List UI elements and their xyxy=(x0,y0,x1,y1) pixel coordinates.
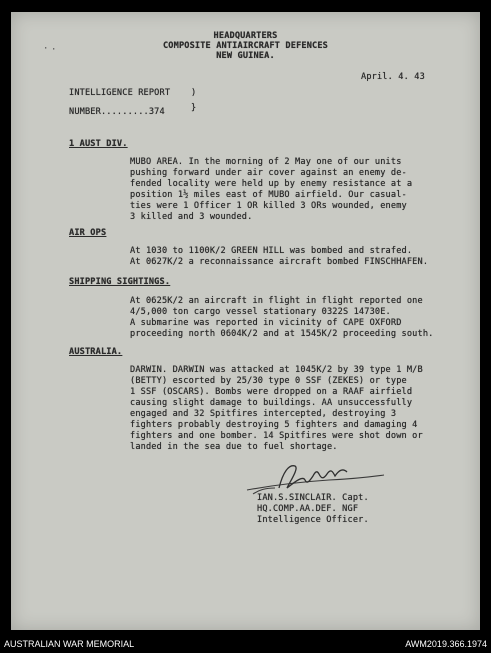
signatory-role: Intelligence Officer. xyxy=(257,515,369,525)
signatory-name: IAN.S.SINCLAIR. Capt. xyxy=(257,493,369,503)
section-heading: SHIPPING SIGHTINGS. xyxy=(69,277,171,287)
archive-name: AUSTRALIAN WAR MEMORIAL xyxy=(4,639,135,649)
section-line: engaged and 32 Spitfires intercepted, destroying 3 xyxy=(130,409,397,419)
document-page xyxy=(11,12,480,630)
header-line-1: HEADQUARTERS xyxy=(213,31,278,41)
section-line: fended locality were held up by enemy resistance at a xyxy=(130,179,413,189)
section-line: fighters and one bomber. 14 Spitfires were shot down or xyxy=(130,431,423,441)
paper-blemish: · xyxy=(51,45,57,55)
archive-reference: AWM2019.366.1974 xyxy=(405,639,487,649)
section-heading: 1 AUST DIV. xyxy=(69,139,128,149)
section-line: 1 SSF (OSCARS). Bombs were dropped on a RAAF airfield xyxy=(130,387,413,397)
paper-blemish: · xyxy=(43,44,49,54)
report-title: INTELLIGENCE REPORT xyxy=(69,88,171,98)
section-line: DARWIN. DARWIN was attacked at 1045K/2 by 39 type 1 M/B xyxy=(130,365,423,375)
section-line: 4/5,000 ton cargo vessel stationary 0322S 14730E. xyxy=(130,307,391,317)
section-line: At 1030 to 1100K/2 GREEN HILL was bombed and strafed. xyxy=(130,246,413,256)
section-line: 3 killed and 3 wounded. xyxy=(130,212,253,222)
section-heading: AIR OPS xyxy=(69,228,107,238)
section-line: A submarine was reported in vicinity of CAPE OXFORD xyxy=(130,318,402,328)
section-line: (BETTY) escorted by 25/30 type 0 SSF (ZEKES) or type xyxy=(130,376,407,386)
section-line: position 1½ miles east of MUBO airfield. Our casual- xyxy=(130,190,407,200)
bracket-mark: ) xyxy=(191,88,197,98)
section-line: fighters probably destroying 5 fighters and damaging 4 xyxy=(130,420,418,430)
header-line-2: COMPOSITE ANTIAIRCRAFT DEFENCES xyxy=(162,41,329,51)
section-line: landed in the sea due to fuel shortage. xyxy=(130,442,338,452)
section-line: At 0625K/2 an aircraft in flight in flight reported one xyxy=(130,296,423,306)
signatory-unit: HQ.COMP.AA.DEF. NGF xyxy=(257,504,359,514)
section-line: At 0627K/2 a reconnaissance aircraft bombed FINSCHHAFEN. xyxy=(130,257,429,267)
section-line: ties were 1 Officer 1 OR killed 3 ORs wounded, enemy xyxy=(130,201,407,211)
section-heading: AUSTRALIA. xyxy=(69,347,123,357)
archive-caption-bar xyxy=(0,636,491,653)
report-number: NUMBER.........374 xyxy=(69,107,165,117)
header-line-3: NEW GUINEA. xyxy=(216,51,275,61)
section-line: causing slight damage to buildings. AA unsuccessfully xyxy=(130,398,413,408)
bracket-mark: } xyxy=(191,103,197,113)
section-line: MUBO AREA. In the morning of 2 May one of our units xyxy=(130,157,402,167)
section-line: pushing forward under air cover against an enemy de- xyxy=(130,168,407,178)
report-date: April. 4. 43 xyxy=(361,72,425,82)
section-line: proceeding north 0604K/2 and at 1545K/2 proceeding south. xyxy=(130,329,434,339)
